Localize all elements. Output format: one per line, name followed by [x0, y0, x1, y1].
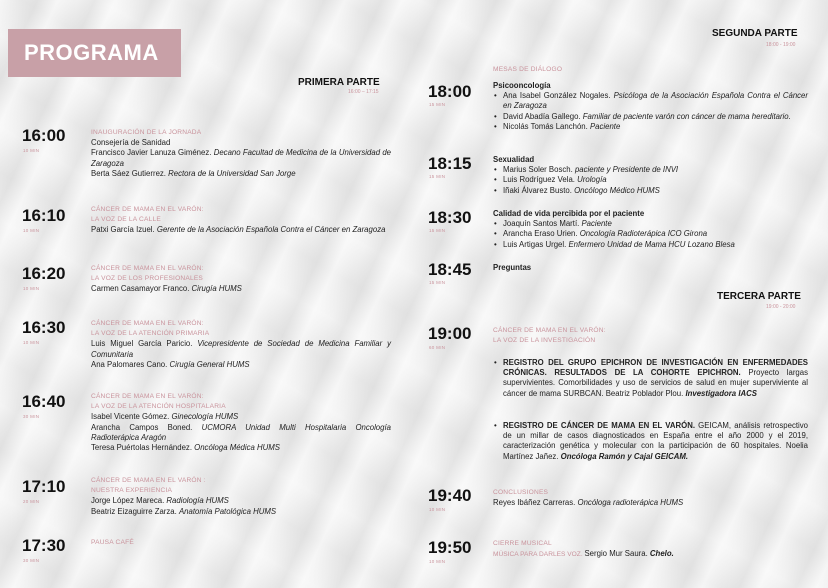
speaker-role: UCMORA Unidad Multi Hospitalaria Oncología Radioterápica Aragón	[91, 422, 391, 442]
session-block	[91, 392, 391, 453]
dialogue-speaker	[493, 229, 808, 239]
speaker-role: Oncólogo Médico HUMS	[574, 185, 660, 195]
registro-title: REGISTRO DE CÁNCER DE MAMA EN EL VARÓN.	[503, 421, 696, 430]
session-heading: CÁNCER DE MAMA EN EL VARÓN:	[91, 206, 204, 213]
speaker-role: Psicóloga de la Asociación Española Contra el Cáncer en Zaragoza	[503, 91, 808, 111]
tercera-parte-time: 19:00 - 20:00	[766, 304, 796, 310]
duration-label: 10 MIN	[23, 228, 40, 233]
duration-label: 30 MIN	[23, 414, 40, 419]
dialogue-subtitle: Psicooncología	[493, 81, 551, 90]
session-block	[91, 319, 391, 370]
time-label: 16:10	[22, 206, 66, 225]
dialogue-block	[493, 263, 808, 273]
time-label: 16:20	[22, 264, 66, 283]
dialogue-speaker	[493, 186, 808, 196]
session-heading: INAUGURACIÓN DE LA JORNADA	[91, 129, 202, 136]
speaker-name: Iñaki Álvarez Busto.	[503, 185, 575, 195]
speaker-name: Isabel Vicente Gómez.	[91, 412, 172, 422]
duration-label: 15 MIN	[429, 228, 446, 233]
dialogue-speaker	[493, 112, 808, 122]
time-label: 19:00	[428, 324, 472, 343]
time-label: 19:50	[428, 538, 472, 557]
session-block	[493, 539, 808, 560]
duration-label: 20 MIN	[23, 499, 40, 504]
speaker-name: Luis Miguel García Paricio.	[91, 339, 198, 349]
dialogue-speaker	[493, 122, 808, 132]
speaker-role: Familiar de paciente varón con cáncer de mama hereditario.	[582, 111, 791, 121]
time-label: 18:00	[428, 82, 472, 101]
time-label: 18:45	[428, 260, 472, 279]
dialogue-subtitle: Sexualidad	[493, 155, 535, 164]
speaker-name: Luis Rodríguez Vela.	[503, 175, 578, 185]
primera-parte-time: 16:00 – 17:15	[348, 89, 379, 95]
session-heading: LA VOZ DE LOS PROFESIONALES	[91, 275, 204, 283]
speaker-role: Enfermero Unidad de Mama HCU Lozano Blesa	[568, 239, 735, 249]
speaker-line	[91, 360, 391, 370]
speaker-role: Cirugía HUMS	[191, 284, 242, 294]
musica-line	[493, 549, 808, 560]
time-label: 18:15	[428, 154, 472, 173]
speaker-name: Jorge López Mareca.	[91, 496, 167, 506]
tercera-parte-title: TERCERA PARTE	[717, 291, 801, 302]
page-title: PROGRAMA	[24, 40, 159, 65]
time-label: 16:30	[22, 318, 66, 337]
duration-label: 10 MIN	[23, 148, 40, 153]
time-label: 16:00	[22, 126, 66, 145]
session-block	[493, 488, 808, 508]
registro-body: Proyecto largas supervivientes. Comorbilidades y uso de servicios de salud en mujer superviviente al cáncer de mama SURBCAN. Beatriz Poblador Plou.	[503, 368, 808, 398]
time-label: 17:10	[22, 477, 66, 496]
duration-label: 30 MIN	[23, 558, 40, 563]
duration-label: 10 MIN	[429, 507, 446, 512]
speaker-name: Berta Sáez Gutierrez.	[91, 168, 169, 178]
duration-label: 15 MIN	[429, 174, 446, 179]
session-heading: CÁNCER DE MAMA EN EL VARÓN:	[493, 327, 606, 334]
speaker-name: Patxi García Izuel.	[91, 225, 157, 235]
time-label: 17:30	[22, 536, 66, 555]
session-heading: LA VOZ DE LA INVESTIGACIÓN	[493, 337, 596, 345]
speaker-role: Oncología Radioterápica ICO Girona	[579, 229, 708, 239]
session-block	[91, 476, 391, 517]
dialogue-speaker	[493, 91, 808, 111]
speaker-name: Arancha Eraso Urien.	[503, 229, 580, 239]
mesas-heading	[493, 65, 562, 75]
speaker-line	[91, 169, 391, 179]
session-heading: CÁNCER DE MAMA EN EL VARÓN:	[91, 265, 204, 272]
speaker-role: Oncóloga radioterápica HUMS	[577, 498, 684, 508]
musician-name: Sergio Mur Saura.	[584, 549, 650, 559]
dialogue-subtitle: Preguntas	[493, 263, 532, 272]
speaker-name: Ana Palomares Cano.	[91, 359, 170, 369]
speaker-line	[91, 148, 391, 168]
speaker-name: David Abadía Gallego.	[503, 111, 583, 121]
speaker-line	[91, 412, 391, 422]
time-label: 18:30	[428, 208, 472, 227]
session-block	[91, 264, 391, 295]
speaker-line	[91, 423, 391, 443]
speaker-line	[91, 284, 391, 294]
session-block	[91, 128, 391, 179]
speaker-name: Arancha Campos Boned.	[91, 422, 202, 432]
speaker-role: Ginecología HUMS	[171, 412, 239, 422]
session-block	[91, 538, 391, 548]
session-heading: LA VOZ DE LA CALLE	[91, 216, 161, 224]
session-heading: CÁNCER DE MAMA EN EL VARÓN :	[91, 477, 206, 484]
session-heading: LA VOZ DE LA ATENCIÓN HOSPITALARIA	[91, 403, 226, 411]
speaker-name: Marius Soler Bosch.	[503, 165, 575, 175]
duration-label: 60 MIN	[429, 345, 446, 350]
session-heading: CONCLUSIONES	[493, 489, 549, 496]
speaker-name: Beatriz Eizaguirre Zarza.	[91, 506, 179, 516]
speaker-role: Decano Facultad de Medicina de la Universidad de Zaragoza	[91, 148, 391, 168]
registro-text	[493, 421, 808, 462]
speaker-line	[493, 498, 808, 508]
dialogue-block	[493, 155, 808, 196]
speaker-name: Teresa Puértolas Hernández.	[91, 443, 195, 453]
title-banner	[8, 29, 181, 77]
speaker-line	[91, 225, 391, 235]
speaker-name: Joaquín Santos Martí.	[503, 219, 582, 229]
registro-role: Investigadora IACS	[685, 388, 757, 398]
speaker-name: Francisco Javier Lanuza Giménez.	[91, 148, 214, 158]
session-heading: PAUSA CAFÉ	[91, 539, 134, 546]
dialogue-block	[493, 81, 808, 132]
registro-role: Oncóloga Ramón y Cajal GEICAM.	[560, 451, 689, 461]
session-heading: CÁNCER DE MAMA EN EL VARÓN:	[91, 393, 204, 400]
speaker-role: Vicepresidente de Sociedad de Medicina Familiar y Comunitaria	[91, 339, 391, 359]
speaker-role: Paciente	[581, 219, 612, 229]
time-label: 19:40	[428, 486, 472, 505]
dialogue-block	[493, 209, 808, 250]
speaker-role: Gerente de la Asociación Española Contra el Cáncer en Zaragoza	[156, 225, 386, 235]
musician-role: Chelo.	[649, 549, 674, 559]
registro-text	[493, 358, 808, 399]
dialogue-speaker	[493, 240, 808, 250]
speaker-line	[91, 339, 391, 359]
speaker-line	[91, 507, 391, 517]
speaker-role: Urología	[577, 175, 607, 185]
session-heading: NUESTRA EXPERIENCIA	[91, 487, 173, 495]
musica-label: MÚSICA PARA DARLES VOZ.	[493, 551, 585, 559]
registro-body: GEICAM, análisis retrospectivo de un millar de casos diagnosticados en España entre el año 2000 y el 2019, caracterización genética y molecular con la participación de 60 hospitales. Noelia Martínez Jañez.	[503, 421, 808, 461]
mesas-label: MESAS DE DIÁLOGO	[493, 66, 563, 73]
segunda-parte-title: SEGUNDA PARTE	[712, 28, 798, 39]
session-heading: CÁNCER DE MAMA EN EL VARÓN:	[91, 320, 204, 327]
speaker-name: Reyes Ibáñez Carreras.	[493, 498, 578, 508]
duration-label: 10 MIN	[23, 340, 40, 345]
speaker-role: Rectora de la Universidad San Jorge	[168, 168, 296, 178]
time-label: 16:40	[22, 392, 66, 411]
dialogue-speaker	[493, 219, 808, 229]
speaker-role: Cirugía General HUMS	[169, 359, 250, 369]
session-heading: LA VOZ DE LA ATENCIÓN PRIMARIA	[91, 330, 210, 338]
speaker-role: paciente y Presidente de INVI	[574, 165, 679, 175]
segunda-parte-time: 18:00 - 19:00	[766, 42, 796, 48]
speaker-line	[91, 138, 391, 148]
registro-title: REGISTRO DEL GRUPO EPICHRON DE INVESTIGACIÓN EN ENFERMEDADES CRÓNICAS. RESULTADOS DE LA COHORTE EPICHRON.	[503, 358, 808, 378]
dialogue-speaker	[493, 175, 808, 185]
speaker-name: Carmen Casamayor Franco.	[91, 284, 192, 294]
speaker-line	[91, 496, 391, 506]
dialogue-subtitle: Calidad de vida percibida por el paciente	[493, 209, 645, 218]
duration-label: 10 MIN	[23, 286, 40, 291]
speaker-name: Ana Isabel González Nogales.	[503, 91, 614, 101]
session-block	[91, 205, 391, 236]
session-heading: CIERRE MUSICAL	[493, 540, 552, 547]
speaker-line	[91, 443, 391, 453]
duration-label: 10 MIN	[429, 559, 446, 564]
duration-label: 15 MIN	[429, 280, 446, 285]
registro-geicam	[493, 421, 808, 462]
speaker-role: Oncóloga Médica HUMS	[194, 443, 280, 453]
registro-epichron	[493, 358, 808, 399]
speaker-name: Nicolás Tomás Lanchón.	[503, 121, 590, 131]
speaker-role: Paciente	[589, 121, 621, 131]
duration-label: 15 MIN	[429, 102, 446, 107]
speaker-name: Luis Artigas Urgel.	[503, 239, 569, 249]
session-block	[493, 326, 808, 346]
speaker-name: Consejería de Sanidad	[91, 138, 171, 148]
speaker-role: Anatomía Patológica HUMS	[178, 506, 277, 516]
speaker-role: Radiología HUMS	[166, 496, 229, 506]
dialogue-speaker	[493, 165, 808, 175]
primera-parte-title: PRIMERA PARTE	[298, 77, 380, 88]
